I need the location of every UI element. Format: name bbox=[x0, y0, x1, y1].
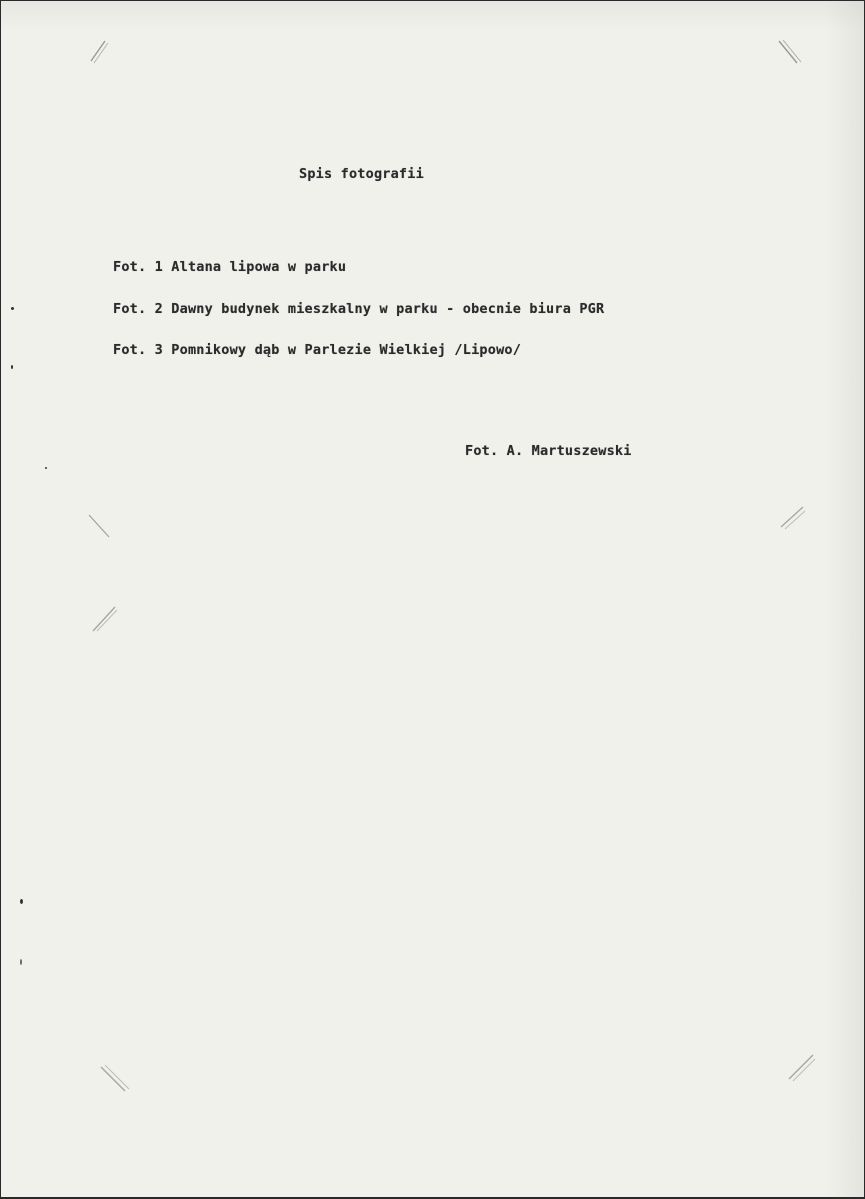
paper-speck bbox=[20, 899, 23, 904]
crop-mark-bottom-left-icon bbox=[95, 1059, 135, 1099]
document-title: Spis fotografii bbox=[299, 166, 424, 182]
crop-mark-top-right-icon bbox=[769, 35, 809, 75]
photo-credit: Fot. A. Martuszewski bbox=[465, 443, 632, 459]
crop-mark-mid-right-icon bbox=[773, 497, 813, 537]
photo-entry-3: Fot. 3 Pomnikowy dąb w Parlezie Wielkiej /Lipowo/ bbox=[113, 342, 522, 358]
photo-entry-2: Fot. 2 Dawny budynek mieszkalny w parku - obecnie biura PGR bbox=[113, 301, 605, 317]
crop-mark-left-icon bbox=[87, 599, 127, 639]
photo-entry-1: Fot. 1 Altana lipowa w parku bbox=[113, 259, 347, 275]
paper-speck bbox=[11, 307, 14, 310]
crop-mark-top-left-icon bbox=[85, 35, 125, 75]
document-page bbox=[1, 1, 864, 1197]
paper-shadow-right bbox=[824, 1, 864, 1197]
paper-speck bbox=[20, 959, 22, 965]
paper-speck bbox=[11, 365, 13, 369]
crop-mark-bottom-right-icon bbox=[781, 1047, 821, 1087]
paper-shadow-top bbox=[1, 1, 864, 31]
crop-mark-mid-left-icon bbox=[83, 507, 123, 547]
paper-speck bbox=[45, 467, 47, 469]
